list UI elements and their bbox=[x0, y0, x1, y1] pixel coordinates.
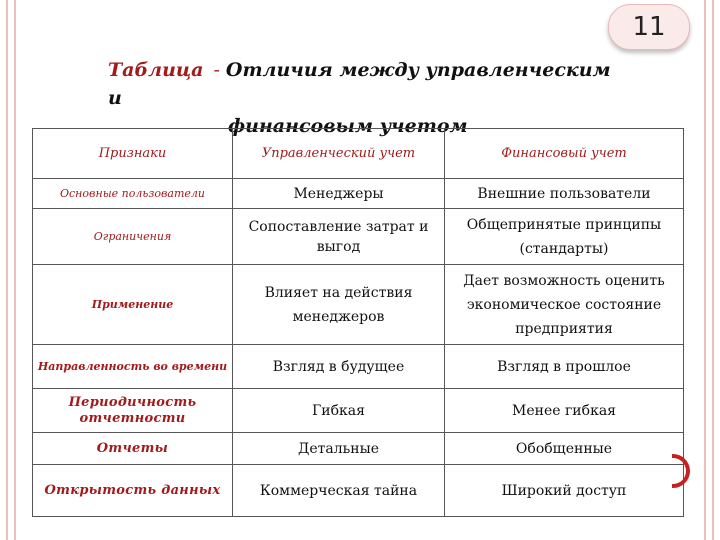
row-financial: Обобщенные bbox=[445, 433, 684, 465]
row-managerial: Сопоставление затрат и выгод bbox=[233, 209, 445, 265]
header-financial: Финансовый учет bbox=[445, 129, 684, 179]
row-managerial: Детальные bbox=[233, 433, 445, 465]
table-row bbox=[33, 345, 684, 389]
row-financial: Менее гибкая bbox=[445, 389, 684, 433]
row-managerial: Взгляд в будущее bbox=[233, 345, 445, 389]
title-line2: финансовым учетом bbox=[228, 115, 468, 137]
table-row bbox=[33, 209, 684, 265]
table-header-row bbox=[33, 129, 684, 179]
row-managerial: Коммерческая тайна bbox=[233, 465, 445, 517]
table-row bbox=[33, 433, 684, 465]
right-decorative-border bbox=[704, 0, 714, 540]
row-financial: Дает возможность оценить экономическое состояние предприятия bbox=[445, 265, 684, 345]
header-managerial: Управленческий учет bbox=[233, 129, 445, 179]
row-feature: Ограничения bbox=[33, 209, 233, 265]
table-row bbox=[33, 265, 684, 345]
table-row bbox=[33, 389, 684, 433]
row-managerial: Гибкая bbox=[233, 389, 445, 433]
row-feature: Направленность во времени bbox=[33, 345, 233, 389]
comparison-table bbox=[32, 128, 684, 517]
row-feature: Открытость данных bbox=[33, 465, 233, 517]
title-dash: - bbox=[213, 59, 220, 81]
row-financial: Внешние пользователи bbox=[445, 179, 684, 209]
row-managerial: Менеджеры bbox=[233, 179, 445, 209]
row-financial: Широкий доступ bbox=[445, 465, 684, 517]
title-line1: Отличия между управленческим и bbox=[108, 59, 611, 109]
row-feature: Основные пользователи bbox=[33, 179, 233, 209]
left-decorative-border bbox=[6, 0, 16, 540]
row-managerial: Влияет на действия менеджеров bbox=[233, 265, 445, 345]
row-financial: Взгляд в прошлое bbox=[445, 345, 684, 389]
row-feature: Применение bbox=[33, 265, 233, 345]
table-row bbox=[33, 179, 684, 209]
slide-number-badge bbox=[608, 4, 690, 50]
table-row bbox=[33, 465, 684, 517]
slide-number: 11 bbox=[632, 12, 666, 42]
row-feature: Отчеты bbox=[33, 433, 233, 465]
row-financial: Общепринятые принципы (стандарты) bbox=[445, 209, 684, 265]
header-features: Признаки bbox=[33, 129, 233, 179]
title-label: Таблица bbox=[108, 59, 204, 81]
row-feature: Периодичность отчетности bbox=[33, 389, 233, 433]
